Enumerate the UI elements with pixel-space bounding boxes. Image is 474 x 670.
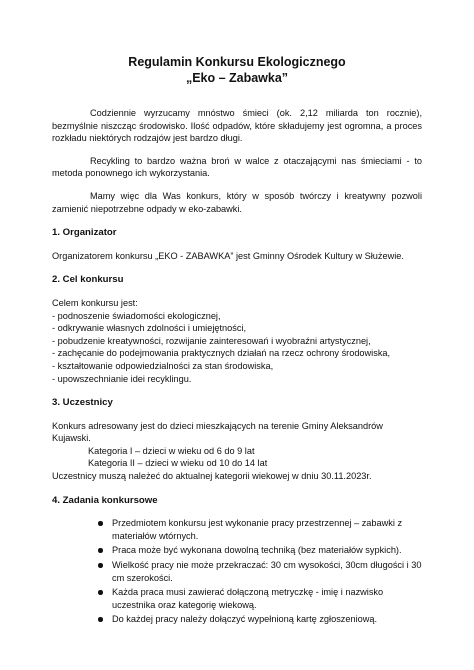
title-line-1: Regulamin Konkursu Ekologicznego [128,55,346,69]
category-item: Kategoria I – dzieci w wieku od 6 do 9 lat [88,445,255,456]
bullet-icon [98,563,103,568]
task-item [98,544,422,557]
task-item [98,586,422,611]
section-goal-list [52,297,422,385]
section-organizer-text: Organizatorem konkursu „EKO - ZABAWKA” jest Gminny Ośrodek Kultury w Służewie. [52,250,404,261]
task-item [98,517,422,542]
task-item [98,559,422,584]
section-tasks-list [52,517,422,626]
participants-note: Uczestnicy muszą należeć do aktualnej kategorii wiekowej w dniu 30.11.2023r. [52,471,372,482]
task-item-text: Wielkość pracy nie może przekraczać: 30 cm wysokości, 30cm długości i 30 cm szerokości. [112,560,422,583]
goal-item: - odkrywanie własnych zdolności i umiejętności, [52,323,247,334]
goal-item: - pobudzenie kreatywności, rozwijanie zainteresowań i wyobraźni artystycznej, [52,335,371,346]
goal-item: - zachęcanie do podejmowania praktycznych działań na rzecz ochrony środowiska, [52,348,391,359]
goal-item: - podnoszenie świadomości ekologicznej, [52,310,221,321]
task-item-text: Przedmiotem konkursu jest wykonanie pracy przestrzennej – zabawki z materiałów wtórnych. [112,518,403,541]
section-tasks-heading: 4. Zadania konkursowe [52,494,158,506]
category-item: Kategoria II – dzieci w wieku od 10 do 14 lat [88,458,268,469]
goal-item: - upowszechnianie idei recyklingu. [52,373,192,384]
bullet-icon [98,617,103,622]
task-item-text: Do każdej pracy należy dołączyć wypełnioną kartę zgłoszeniową. [112,614,378,625]
goal-lead: Celem konkursu jest: [52,297,138,308]
section-goal-heading: 2. Cel konkursu [52,274,124,286]
task-item [98,613,422,626]
document-title [52,54,422,86]
task-item-text: Każda praca musi zawierać dołączoną metryczkę - imię i nazwisko uczestnika oraz kategorię wiekową. [112,587,384,610]
intro-paragraph-2: Recykling to bardzo ważna broń w walce z otaczającymi nas śmieciami - to metoda ponownego ich wykorzystania. [52,155,422,179]
goal-item: - kształtowanie odpowiedzialności za stan środowiska, [52,360,274,371]
title-line-2: „Eko – Zabawka” [185,71,289,85]
intro-paragraph-3: Mamy więc dla Was konkurs, który w sposób twórczy i kreatywny pozwoli zamienić niepotrzebne odpady w eko-zabawki. [52,190,422,214]
section-participants-heading: 3. Uczestnicy [52,397,113,409]
bullet-icon [98,548,103,553]
section-organizer-heading: 1. Organizator [52,227,117,239]
intro-paragraph-1: Codziennie wyrzucamy mnóstwo śmieci (ok. 2,12 miliarda ton rocznie), bezmyślnie niszcząc środowisko. Ilość odpadów, które składujemy jest ogromna, a proces rozkładu niektórych rodzajów jest bardzo długi. [52,108,422,144]
bullet-icon [98,590,103,595]
bullet-icon [98,521,103,526]
section-participants-body [52,420,422,483]
participants-text: Konkurs adresowany jest do dzieci mieszkających na terenie Gminy Aleksandrów Kujawski. [52,420,383,444]
task-item-text: Praca może być wykonana dowolną techniką (bez materiałów sypkich). [112,545,402,556]
